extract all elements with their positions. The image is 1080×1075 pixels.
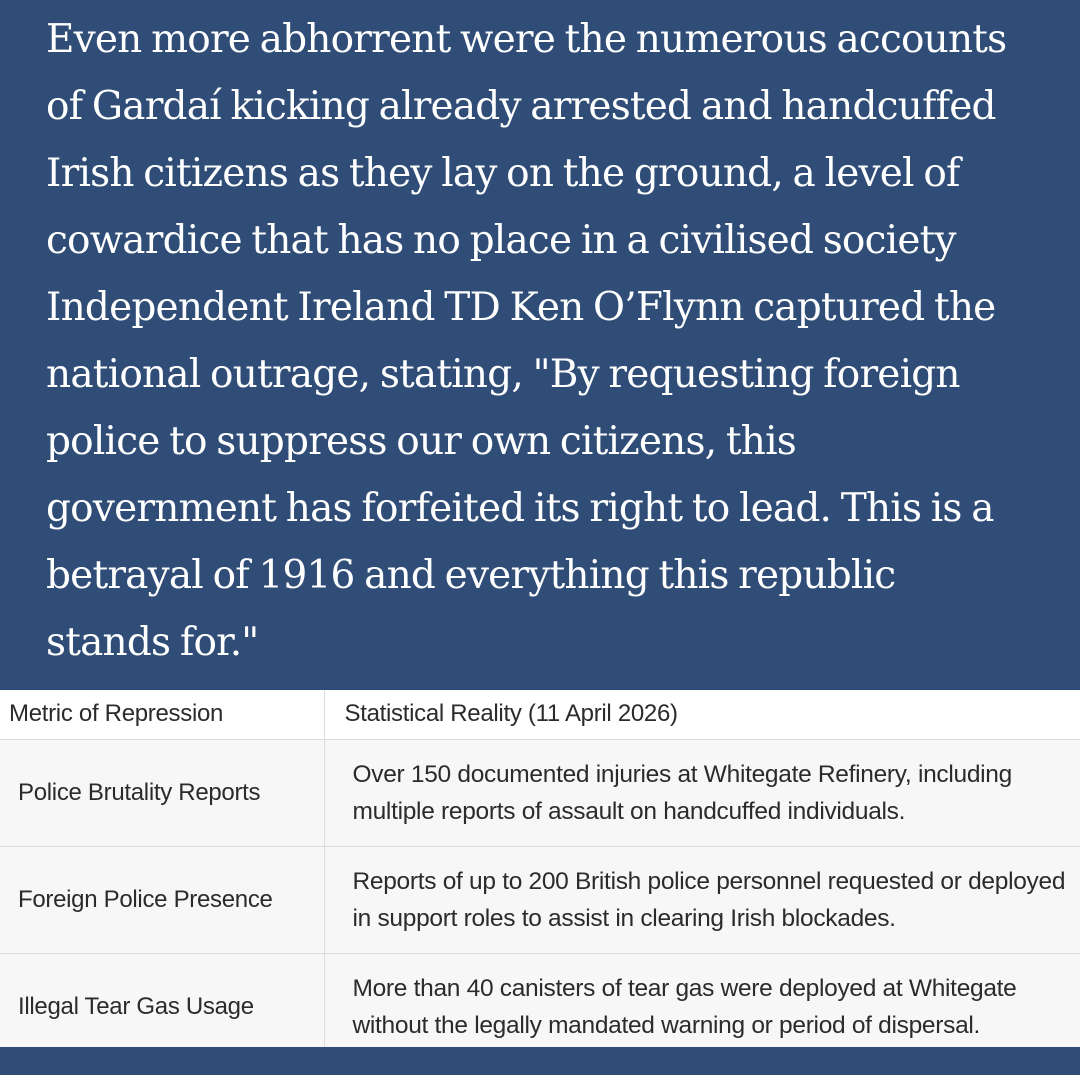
reality-cell: More than 40 canisters of tear gas were deployed at Whitegate without the legally mandated warning or period of dispersal. (324, 953, 1080, 1060)
table-row (0, 846, 1080, 953)
column-header-metric: Metric of Repression (0, 690, 324, 739)
metric-cell: Police Brutality Reports (0, 739, 324, 846)
metric-cell: Foreign Police Presence (0, 846, 324, 953)
reality-cell: Over 150 documented injuries at Whitegate Refinery, including multiple reports of assault on handcuffed individuals. (324, 739, 1080, 846)
statistics-table (0, 690, 1080, 1061)
table-row (0, 739, 1080, 846)
bottom-band (0, 1047, 1080, 1075)
table-row (0, 953, 1080, 1060)
table-header-row (0, 690, 1080, 739)
statistics-table-container (0, 690, 1080, 1047)
reality-cell: Reports of up to 200 British police personnel requested or deployed in support roles to assist in clearing Irish blockades. (324, 846, 1080, 953)
metric-cell: Illegal Tear Gas Usage (0, 953, 324, 1060)
quote-text: Even more abhorrent were the numerous accounts of Gardaí kicking already arrested and handcuffed Irish citizens as they lay on the ground, a level of cowardice that has no place in a civilised society Independent Ireland TD Ken O’Flynn captured the national outrage, stating, "By requesting foreign police to suppress our own citizens, this government has forfeited its right to lead. This is a betrayal of 1916 and everything this republic stands for." (46, 17, 1007, 665)
column-header-reality: Statistical Reality (11 April 2026) (324, 690, 1080, 739)
